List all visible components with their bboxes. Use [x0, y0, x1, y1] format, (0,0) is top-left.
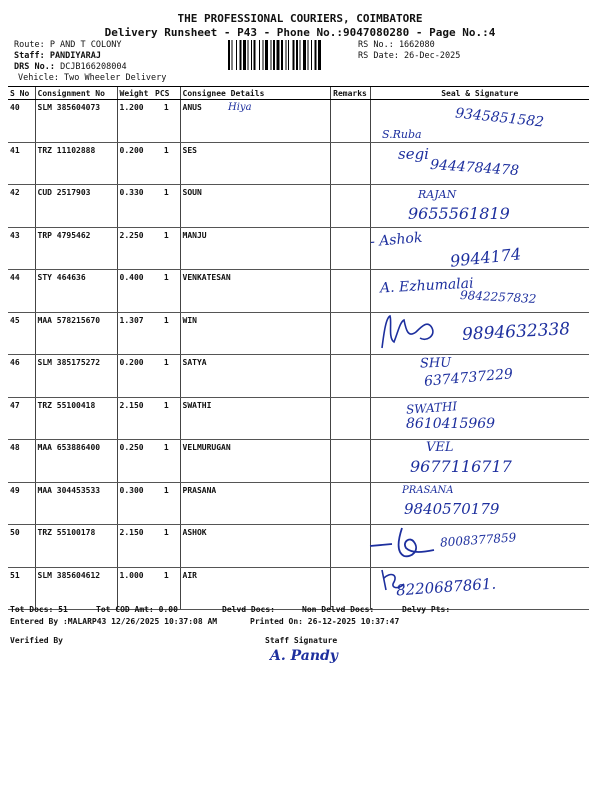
row-consignment-no: SLM 385604073 — [35, 100, 117, 143]
row-sno: 47 — [8, 397, 35, 440]
handwritten-signature: - Ashok — [369, 229, 424, 251]
row-sno: 51 — [8, 567, 35, 610]
row-consignee: VENKATESAN — [180, 270, 330, 313]
signature-scribble — [368, 522, 438, 562]
row-pcs: 1 — [153, 227, 180, 270]
row-weight: 0.200 — [117, 142, 153, 185]
row-remarks — [330, 397, 370, 440]
row-consignment-no: MAA 304453533 — [35, 482, 117, 525]
col-remarks: Remarks — [330, 87, 370, 100]
row-sno: 42 — [8, 185, 35, 228]
row-sno: 40 — [8, 100, 35, 143]
row-remarks — [330, 227, 370, 270]
col-signature: Seal & Signature — [370, 87, 589, 100]
col-pcs: PCS — [153, 87, 180, 100]
row-pcs: 1 — [153, 355, 180, 398]
row-consignee: ASHOK — [180, 525, 330, 568]
printed-on: Printed On: 26-12-2025 10:37:47 — [250, 617, 400, 626]
row-weight: 2.250 — [117, 227, 153, 270]
handwritten-phone: 9345851582 — [454, 105, 545, 131]
handwritten-phone: 8610415969 — [406, 416, 496, 432]
staff-info: Staff: PANDIYARAJ — [14, 51, 101, 61]
row-remarks — [330, 312, 370, 355]
row-sno: 48 — [8, 440, 35, 483]
table-row — [8, 567, 589, 610]
delivery-points: Delvy Pts: — [402, 605, 451, 614]
row-consignee: MANJU — [180, 227, 330, 270]
row-sno: 50 — [8, 525, 35, 568]
row-consignment-no: SLM 385175272 — [35, 355, 117, 398]
drs-value: DCJB166208004 — [60, 62, 127, 72]
row-consignment-no: MAA 578215670 — [35, 312, 117, 355]
rs-number: RS No.: 1662080 — [358, 40, 435, 50]
row-consignee: VELMURUGAN — [180, 440, 330, 483]
row-weight: 0.250 — [117, 440, 153, 483]
row-consignee: AIR — [180, 567, 330, 610]
handwritten-signature: A. Ezhumalai — [379, 275, 474, 297]
row-weight: 0.300 — [117, 482, 153, 525]
table-header-row — [8, 87, 589, 100]
row-remarks — [330, 567, 370, 610]
row-remarks — [330, 142, 370, 185]
handwritten-signature: SHU — [419, 355, 452, 372]
row-remarks — [330, 270, 370, 313]
row-weight: 2.150 — [117, 397, 153, 440]
row-pcs: 1 — [153, 397, 180, 440]
handwritten-phone: 9444784478 — [429, 156, 520, 180]
row-pcs: 1 — [153, 312, 180, 355]
col-weight: Weight — [117, 87, 153, 100]
delivered-docs: Delvd Docs: — [222, 605, 275, 614]
rs-date: RS Date: 26-Dec-2025 — [358, 51, 461, 61]
row-pcs: 1 — [153, 440, 180, 483]
row-pcs: 1 — [153, 567, 180, 610]
company-title: THE PROFESSIONAL COURIERS, COIMBATORE — [177, 12, 423, 25]
row-consignee: PRASANA — [180, 482, 330, 525]
row-consignment-no: TRZ 55100418 — [35, 397, 117, 440]
row-weight: 2.150 — [117, 525, 153, 568]
handwritten-name: VEL — [426, 440, 454, 455]
entered-by: Entered By :MALARP43 12/26/2025 10:37:08 AM — [10, 617, 218, 626]
row-sno: 44 — [8, 270, 35, 313]
handwritten-phone: 9840570179 — [404, 500, 500, 518]
row-sno: 46 — [8, 355, 35, 398]
non-delivered-docs: Non Delvd Docs: — [302, 605, 375, 614]
table-row — [8, 397, 589, 440]
row-consignee: SWATHI — [180, 397, 330, 440]
row-weight: 0.400 — [117, 270, 153, 313]
route-info: Route: P AND T COLONY — [14, 40, 122, 50]
staff-signature-label: Staff Signature — [265, 636, 338, 645]
handwritten-name: S.Ruba — [382, 128, 422, 141]
row-consignment-no: STY 464636 — [35, 270, 117, 313]
row-pcs: 1 — [153, 270, 180, 313]
row-pcs: 1 — [153, 525, 180, 568]
row-consignment-no: MAA 653886400 — [35, 440, 117, 483]
handwritten-phone: 6374737229 — [423, 366, 514, 390]
handwritten-phone: 8220687861. — [395, 574, 497, 600]
col-consignee: Consignee Details — [180, 87, 330, 100]
barcode-image — [228, 40, 354, 70]
verified-by-label: Verified By — [10, 636, 63, 645]
row-weight: 0.200 — [117, 355, 153, 398]
handwritten-name: PRASANA — [402, 485, 454, 496]
row-consignee: ANUS — [180, 100, 330, 143]
handwritten-phone: 9677116717 — [410, 457, 512, 476]
row-consignee: WIN — [180, 312, 330, 355]
table-row — [8, 482, 589, 525]
row-consignment-no: TRP 4795462 — [35, 227, 117, 270]
row-weight: 1.200 — [117, 100, 153, 143]
vehicle-info: Vehicle: Two Wheeler Delivery — [18, 73, 167, 83]
row-remarks — [330, 355, 370, 398]
drs-info — [14, 62, 127, 73]
handwritten-signature: segi — [398, 145, 429, 163]
row-sno: 43 — [8, 227, 35, 270]
drs-label: DRS No.: — [14, 62, 55, 72]
row-weight: 0.330 — [117, 185, 153, 228]
row-consignee: SES — [180, 142, 330, 185]
col-consignment: Consignment No — [35, 87, 117, 100]
row-pcs: 1 — [153, 185, 180, 228]
handwritten-name: SWATHI — [405, 399, 458, 417]
row-consignment-no: SLM 385604612 — [35, 567, 117, 610]
row-pcs: 1 — [153, 142, 180, 185]
staff-signature: A. Pandy — [270, 648, 338, 664]
row-pcs: 1 — [153, 100, 180, 143]
handwritten-phone: 8008377859 — [439, 530, 517, 550]
row-remarks — [330, 100, 370, 143]
row-sno: 41 — [8, 142, 35, 185]
row-consignment-no: TRZ 55100178 — [35, 525, 117, 568]
handwritten-note: Hiya — [228, 102, 252, 113]
col-sno: S No — [8, 87, 35, 100]
handwritten-phone: 9842257832 — [459, 288, 537, 306]
row-sno: 49 — [8, 482, 35, 525]
row-weight: 1.307 — [117, 312, 153, 355]
signature-scribble — [376, 312, 456, 352]
handwritten-phone: 9655561819 — [408, 204, 510, 223]
row-consignee: SOUN — [180, 185, 330, 228]
row-weight: 1.000 — [117, 567, 153, 610]
row-consignee: SATYA — [180, 355, 330, 398]
row-sno: 45 — [8, 312, 35, 355]
total-cod-amount: Tot COD Amt: 0.00 — [96, 605, 178, 614]
handwritten-phone: 9894632338 — [461, 319, 571, 345]
runsheet-title: Delivery Runsheet - P43 - Phone No.:9047080280 - Page No.:4 — [104, 26, 496, 39]
row-consignment-no: TRZ 11102888 — [35, 142, 117, 185]
row-remarks — [330, 525, 370, 568]
row-remarks — [330, 482, 370, 525]
row-remarks — [330, 185, 370, 228]
row-consignment-no: CUD 2517903 — [35, 185, 117, 228]
total-docs: Tot Docs: 51 — [10, 605, 68, 614]
handwritten-phone: 9944174 — [449, 244, 523, 271]
row-pcs: 1 — [153, 482, 180, 525]
row-remarks — [330, 440, 370, 483]
handwritten-name: RAJAN — [418, 188, 457, 201]
